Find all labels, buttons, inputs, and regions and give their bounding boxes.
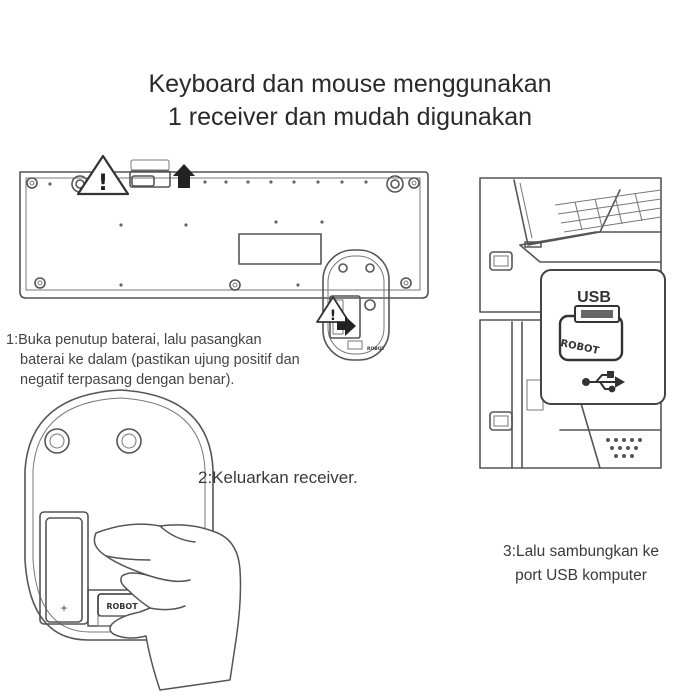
step-1-line-3: negatif terpasang dengan benar).	[20, 372, 235, 388]
arrow-up-icon	[173, 164, 195, 188]
usb-label: USB	[577, 289, 611, 306]
title-line-2: 1 receiver dan mudah digunakan	[167, 103, 533, 131]
svg-text:!: !	[329, 308, 337, 324]
warning-icon	[78, 156, 128, 196]
step-3-caption	[466, 540, 696, 588]
keyboard-bottom-illustration	[20, 160, 428, 298]
receiver-brand: ROBOT	[559, 338, 600, 357]
usb-callout	[541, 270, 665, 404]
step-3-line-2: port USB komputer	[515, 567, 647, 584]
warning-icon-2	[317, 297, 349, 324]
step-1-line-1: 1:Buka penutup baterai, lalu pasangkan	[6, 332, 262, 348]
battery-plus-mark: +	[60, 601, 68, 615]
step-1-caption	[6, 330, 346, 390]
warning-mark: !	[97, 171, 109, 196]
step-1-line-2: baterai ke dalam (pastikan ujung positif dan	[20, 352, 300, 368]
step-3-line-1: 3:Lalu sambungkan ke	[503, 543, 659, 560]
step-2-caption: 2:Keluarkan receiver.	[198, 468, 358, 487]
svg-text:ROBOT: ROBOT	[106, 602, 138, 611]
svg-text:ROBOT: ROBOT	[367, 347, 385, 352]
title-line-1: Keyboard dan mouse menggunakan	[148, 70, 552, 98]
